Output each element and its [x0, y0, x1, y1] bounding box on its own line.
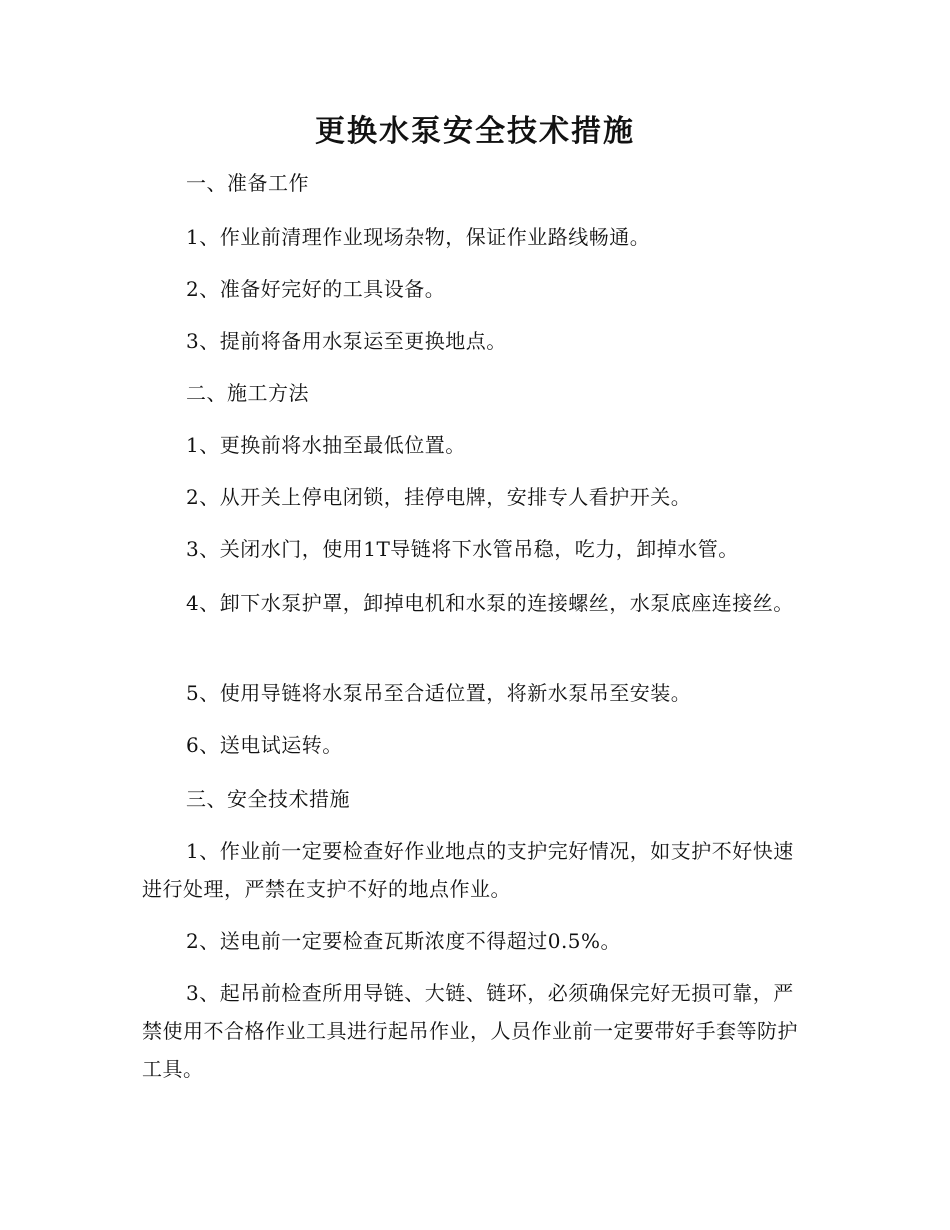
paragraph: 2、从开关上停电闭锁，挂停电牌，安排专人看护开关。 [186, 485, 692, 509]
paragraph: 1、作业前清理作业现场杂物，保证作业路线畅通。 [186, 225, 651, 249]
paragraph: 1、作业前一定要检查好作业地点的支护完好情况，如支护不好快速进行处理，严禁在支护不好的地点作业。 [142, 839, 794, 901]
paragraph: 6、送电试运转。 [186, 733, 343, 757]
paragraph: 1、更换前将水抽至最低位置。 [186, 433, 466, 457]
paragraph: 3、关闭水门，使用1T导链将下水管吊稳，吃力，卸掉水管。 [186, 537, 739, 561]
paragraph: 3、起吊前检查所用导链、大链、链环，必须确保完好无损可靠，严禁使用不合格作业工具进行起吊作业，人员作业前一定要带好手套等防护工具。 [142, 981, 798, 1081]
document-title: 更换水泵安全技术措施 [315, 114, 635, 149]
paragraph: 4、卸下水泵护罩，卸掉电机和水泵的连接螺丝，水泵底座连接丝。 [186, 591, 794, 615]
paragraph: 2、送电前一定要检查瓦斯浓度不得超过0.5%。 [186, 929, 622, 953]
paragraph: 2、准备好完好的工具设备。 [186, 277, 446, 301]
section-heading-construction-method: 二、施工方法 [186, 381, 309, 405]
paragraph: 3、提前将备用水泵运至更换地点。 [186, 329, 507, 353]
section-heading-safety-measures: 三、安全技术措施 [186, 787, 350, 811]
paragraph: 5、使用导链将水泵吊至合适位置，将新水泵吊至安装。 [186, 681, 692, 705]
section-heading-preparation: 一、准备工作 [186, 171, 309, 195]
